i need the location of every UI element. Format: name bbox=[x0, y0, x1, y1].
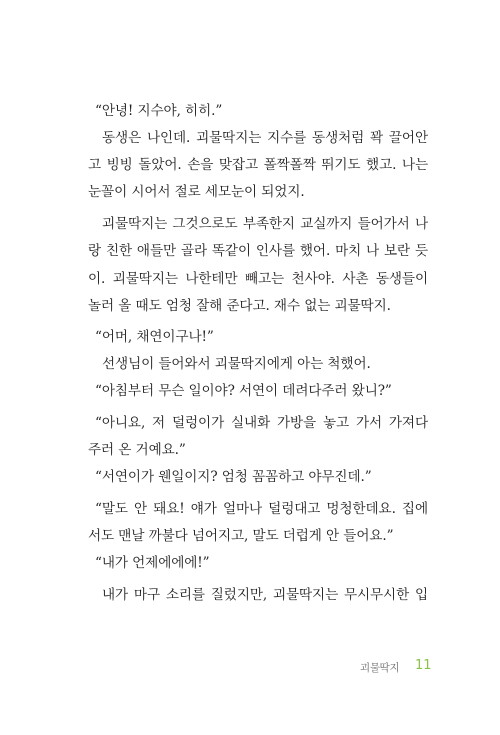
text-line-18: 내가 마구 소리를 질렀지만, 괴물딱지는 무시무시한 입 bbox=[102, 587, 428, 603]
text-line-1: “안녕! 지수야, 히히.” bbox=[95, 103, 223, 119]
text-line-16: 서도 맨날 까불다 넘어지고, 말도 더럽게 안 들어요.” bbox=[88, 528, 394, 544]
text-line-5: 괴물딱지는 그것으로도 부족한지 교실까지 들어가서 나 bbox=[102, 216, 428, 232]
page-number: 11 bbox=[415, 658, 432, 673]
running-title: 괴물딱지 bbox=[360, 662, 400, 674]
text-line-6: 랑 친한 애들만 골라 똑같이 인사를 했어. 마치 나 보란 듯 bbox=[88, 243, 428, 259]
text-line-8: 놀러 올 때도 엄청 잘해 준다고. 재수 없는 괴물딱지. bbox=[88, 298, 391, 314]
text-line-13: 주러 온 거예요.” bbox=[88, 442, 186, 458]
text-line-3: 고 빙빙 돌았어. 손을 맞잡고 폴짝폴짝 뛰기도 했고. 나는 bbox=[88, 157, 428, 173]
text-line-11: “아침부터 무슨 일이야? 서연이 데려다주러 왔니?” bbox=[95, 383, 392, 399]
text-line-9: “어머, 채연이구나!” bbox=[95, 329, 214, 345]
text-line-7: 이. 괴물딱지는 나한테만 빼고는 천사야. 사촌 동생들이 bbox=[88, 271, 428, 287]
text-line-12: “아니요, 저 덜렁이가 실내화 가방을 놓고 가서 가져다 bbox=[95, 415, 428, 431]
text-line-10: 선생님이 들어와서 괴물딱지에게 아는 척했어. bbox=[102, 356, 371, 372]
text-line-14: “서연이가 웬일이지? 엄청 꼼꼼하고 야무진데.” bbox=[95, 469, 372, 485]
text-line-15: “말도 안 돼요! 얘가 얼마나 덜렁대고 멍청한데요. 집에 bbox=[95, 501, 428, 517]
text-line-17: “내가 언제에에에!” bbox=[95, 555, 210, 571]
text-line-4: 눈꼴이 시어서 절로 세모눈이 되었지. bbox=[88, 184, 305, 200]
text-line-2: 동생은 나인데. 괴물딱지는 지수를 동생처럼 꽉 끌어안 bbox=[102, 130, 428, 146]
page-footer bbox=[360, 658, 432, 676]
